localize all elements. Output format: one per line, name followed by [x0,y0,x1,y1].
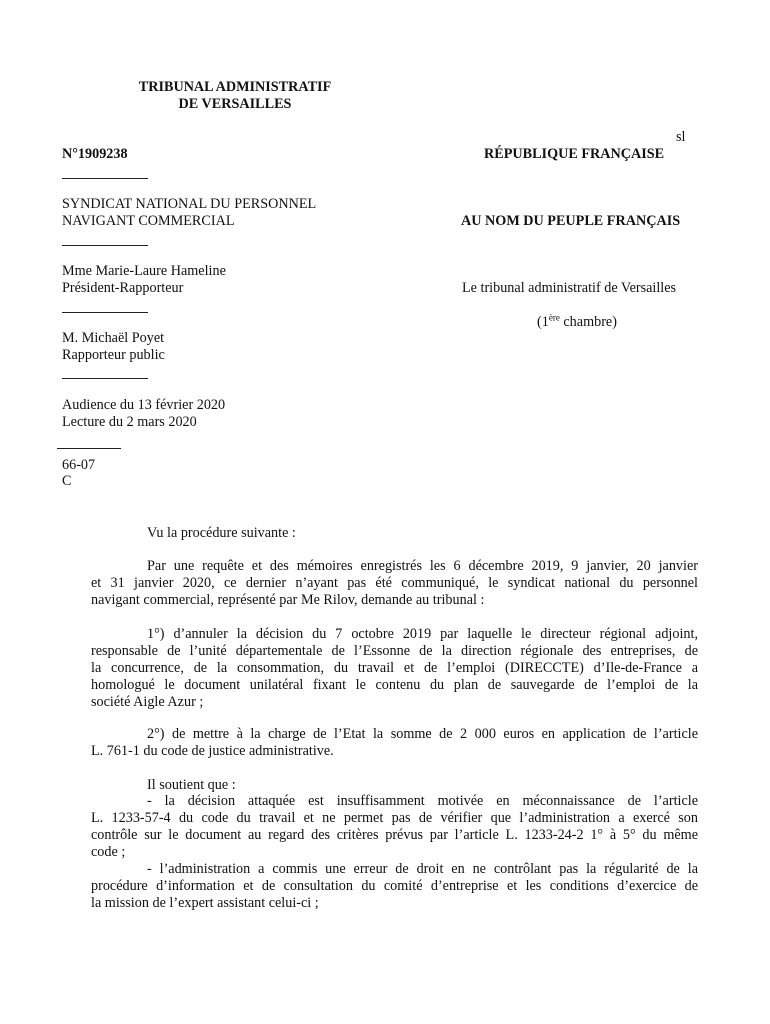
paragraph-line: Par une requête et des mémoires enregistrés les 6 décembre 2019, 9 janvier, 20 janvier [147,558,698,574]
paragraph-line: navigant commercial, représenté par Me Rilov, demande au tribunal : [91,592,485,608]
paragraph-request [91,558,698,609]
separator-rule [62,245,148,246]
clerk-initials: sl [676,129,686,145]
rapporteur-role: Rapporteur public [62,347,165,363]
paragraph-line: société Aigle Azur ; [91,694,204,710]
tribunal-title: Le tribunal administratif de Versailles [462,280,677,296]
case-number: N°1909238 [62,146,128,162]
paragraph-line: et 31 janvier 2020, ce dernier n’ayant pas été communiqué, le syndicat national du personnel [91,575,698,591]
paragraph-argument-motivation [91,793,698,861]
paragraph-line: responsable de l’unité départementale de l’Essonne de la direction régionale des entreprises, de [91,643,698,659]
republic-heading: RÉPUBLIQUE FRANÇAISE [484,146,665,162]
separator-rule [62,178,148,179]
paragraph-line: la mission de l’expert assistant celui-ci ; [91,895,319,911]
in-the-name-heading: AU NOM DU PEUPLE FRANÇAIS [461,213,681,229]
court-name-line1: TRIBUNAL ADMINISTRATIF [138,79,332,95]
paragraph-line: la concurrence, de la consommation, du travail et de l’emploi (DIRECCTE) d’Ile-de-France a [91,660,698,676]
arguments-intro: Il soutient que : [147,777,236,793]
party-name-line1: SYNDICAT NATIONAL DU PERSONNEL [62,196,317,212]
procedure-intro: Vu la procédure suivante : [147,525,296,541]
paragraph-argument-law-error [91,861,698,912]
separator-rule [62,312,148,313]
paragraph-line: homologué le document unilatéral fixant le contenu du plan de sauvegarde de l’emploi de la [91,677,698,693]
paragraph-line: L. 761-1 du code de justice administrative. [91,743,334,759]
separator-rule [57,448,121,449]
president-name: Mme Marie-Laure Hameline [62,263,226,279]
reading-date: Lecture du 2 mars 2020 [62,414,197,430]
court-name-line2: DE VERSAILLES [178,96,292,112]
party-name-line2: NAVIGANT COMMERCIAL [62,213,235,229]
president-role: Président-Rapporteur [62,280,184,296]
paragraph-line: - l’administration a commis une erreur de droit en ne contrôlant pas la régularité de la [147,861,698,877]
classification-code: 66-07 [62,457,96,473]
paragraph-costs [91,726,698,760]
rapporteur-name: M. Michaël Poyet [62,330,165,346]
chamber-label: (1ère chambre) [537,312,617,330]
paragraph-line: 1°) d’annuler la décision du 7 octobre 2019 par laquelle le directeur régional adjoint, [147,626,698,642]
hearing-date: Audience du 13 février 2020 [62,397,226,413]
paragraph-line: procédure d’information et de consultation du comité d’entreprise et les conditions d’exercice de [91,878,698,894]
classification-letter: C [62,473,72,489]
paragraph-line: - la décision attaquée est insuffisamment motivée en méconnaissance de l’article [147,793,698,809]
paragraph-annulment [91,626,698,711]
paragraph-line: L. 1233-57-4 du code du travail et ne permet pas de vérifier que l’administration a exercé son [91,810,698,826]
paragraph-line: contrôle sur le document au regard des critères prévus par l’article L. 1233-24-2 1° à 5° du même [91,827,698,843]
paragraph-line: code ; [91,844,126,860]
separator-rule [62,378,148,379]
paragraph-line: 2°) de mettre à la charge de l’Etat la somme de 2 000 euros en application de l’article [147,726,698,742]
